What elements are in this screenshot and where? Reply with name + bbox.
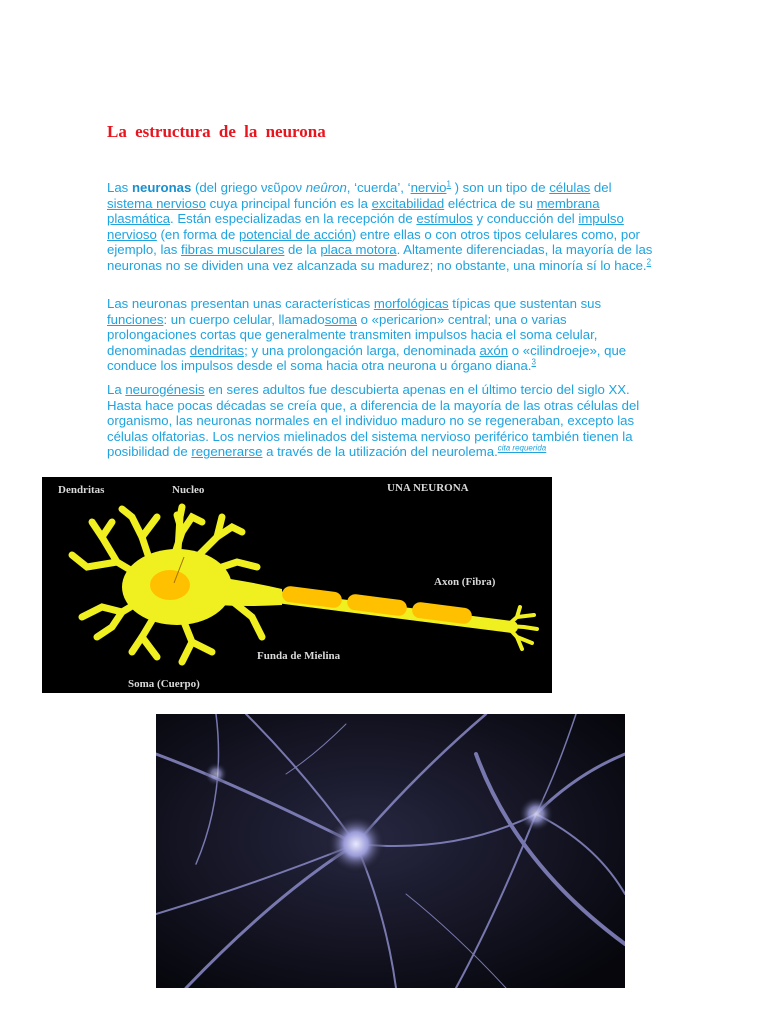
link-neurogenesis[interactable]: neurogénesis [125, 382, 205, 397]
link-potencial-de-accion[interactable]: potencial de acción [238, 226, 352, 242]
label-dendrites: Dendritas [58, 484, 105, 496]
neuron-network-svg [156, 714, 625, 988]
label-myelin: Funda de Mielina [257, 650, 341, 662]
link-soma[interactable]: soma [324, 311, 357, 327]
neuron-diagram-svg [42, 477, 552, 693]
label-diagram-title: UNA NEURONA [387, 482, 469, 494]
link-impulso-nervioso[interactable]: impulso nervioso [107, 211, 624, 242]
paragraph-neurogenesis: La neurogénesis en seres adultos fue descubierta apenas en el último tercio del siglo XX. Hasta hace pocas décadas se creía que, a diferencia de la mayoría de las otras células del organismo, las neuronas normales en el individuo maduro no se regeneraban, excepto las células olfatorias. Los nervios mielinados del sistema nervioso periférico también tienen la posibilidad de regenerarse a través de la utilización del neurolema.$^{cita requerida}$ [107, 382, 640, 460]
link-dendritas[interactable]: dendritas [189, 342, 245, 358]
label-soma: Soma (Cuerpo) [128, 678, 200, 690]
link-funciones[interactable]: funciones [107, 311, 164, 327]
neuron-diagram-image [42, 477, 552, 693]
citation-needed-link[interactable]: cita requerida [497, 443, 547, 453]
link-placa-motora[interactable]: placa motora [320, 242, 397, 258]
footnote-1[interactable]: 1 [446, 179, 451, 189]
paragraph-neuronas: Las neuronas (del griego νεῦρον neûron, ‘cuerda’, ‘nervio$^1$ ) son un tipo de células del sistema nervioso cuya principal función es la excitabilidad eléctrica de su membrana plasmática. Están especializadas en la recepción de estímulos y conducción del impulso nervioso (en forma de potencial de acción) entre ellas o con otros tipos celulares como, por ejemplo, las fibras musculares de la placa motora. Altamente diferenciadas, la mayoría de las neuronas no se dividen una vez alcanzada su madurez; no obstante, una minoría sí lo hace.$^2$ [107, 179, 653, 273]
link-morfologicas[interactable]: morfológicas [373, 296, 449, 311]
link-sistema-nervioso[interactable]: sistema nervioso [107, 195, 206, 211]
label-nucleus: Nucleo [172, 484, 205, 496]
link-axon[interactable]: axón [479, 342, 509, 358]
label-axon: Axon (Fibra) [434, 576, 496, 588]
neuron-network-image [156, 714, 625, 988]
page-title: La estructura de la neurona [107, 122, 326, 141]
link-fibras-musculares[interactable]: fibras musculares [181, 242, 285, 258]
footnote-2[interactable]: 2 [646, 257, 652, 267]
link-membrana-plasmatica[interactable]: membrana plasmática [107, 195, 600, 227]
link-estimulos[interactable]: estímulos [416, 211, 473, 227]
link-excitabilidad[interactable]: excitabilidad [371, 195, 445, 211]
link-celulas[interactable]: células [549, 180, 591, 195]
paragraph-morfologia: Las neuronas presentan unas características morfológicas típicas que sustentan sus funciones: un cuerpo celular, llamadosoma o «pericarion» central; una o varias prolongaciones cortas que generalmente transmiten impulsos hacia el soma celular, denominadas dendritas; y una prolongación larga, denominada axón o «cilindroeje», que conduce los impulsos desde el soma hacia otra neurona u órgano diana.$^3$ [107, 296, 627, 374]
nucleus-shape [150, 570, 190, 600]
footnote-3[interactable]: 3 [531, 357, 536, 367]
bold-neuronas: neuronas [131, 180, 192, 195]
link-nervio[interactable]: nervio [410, 180, 447, 195]
link-regenerarse[interactable]: regenerarse [191, 444, 263, 460]
